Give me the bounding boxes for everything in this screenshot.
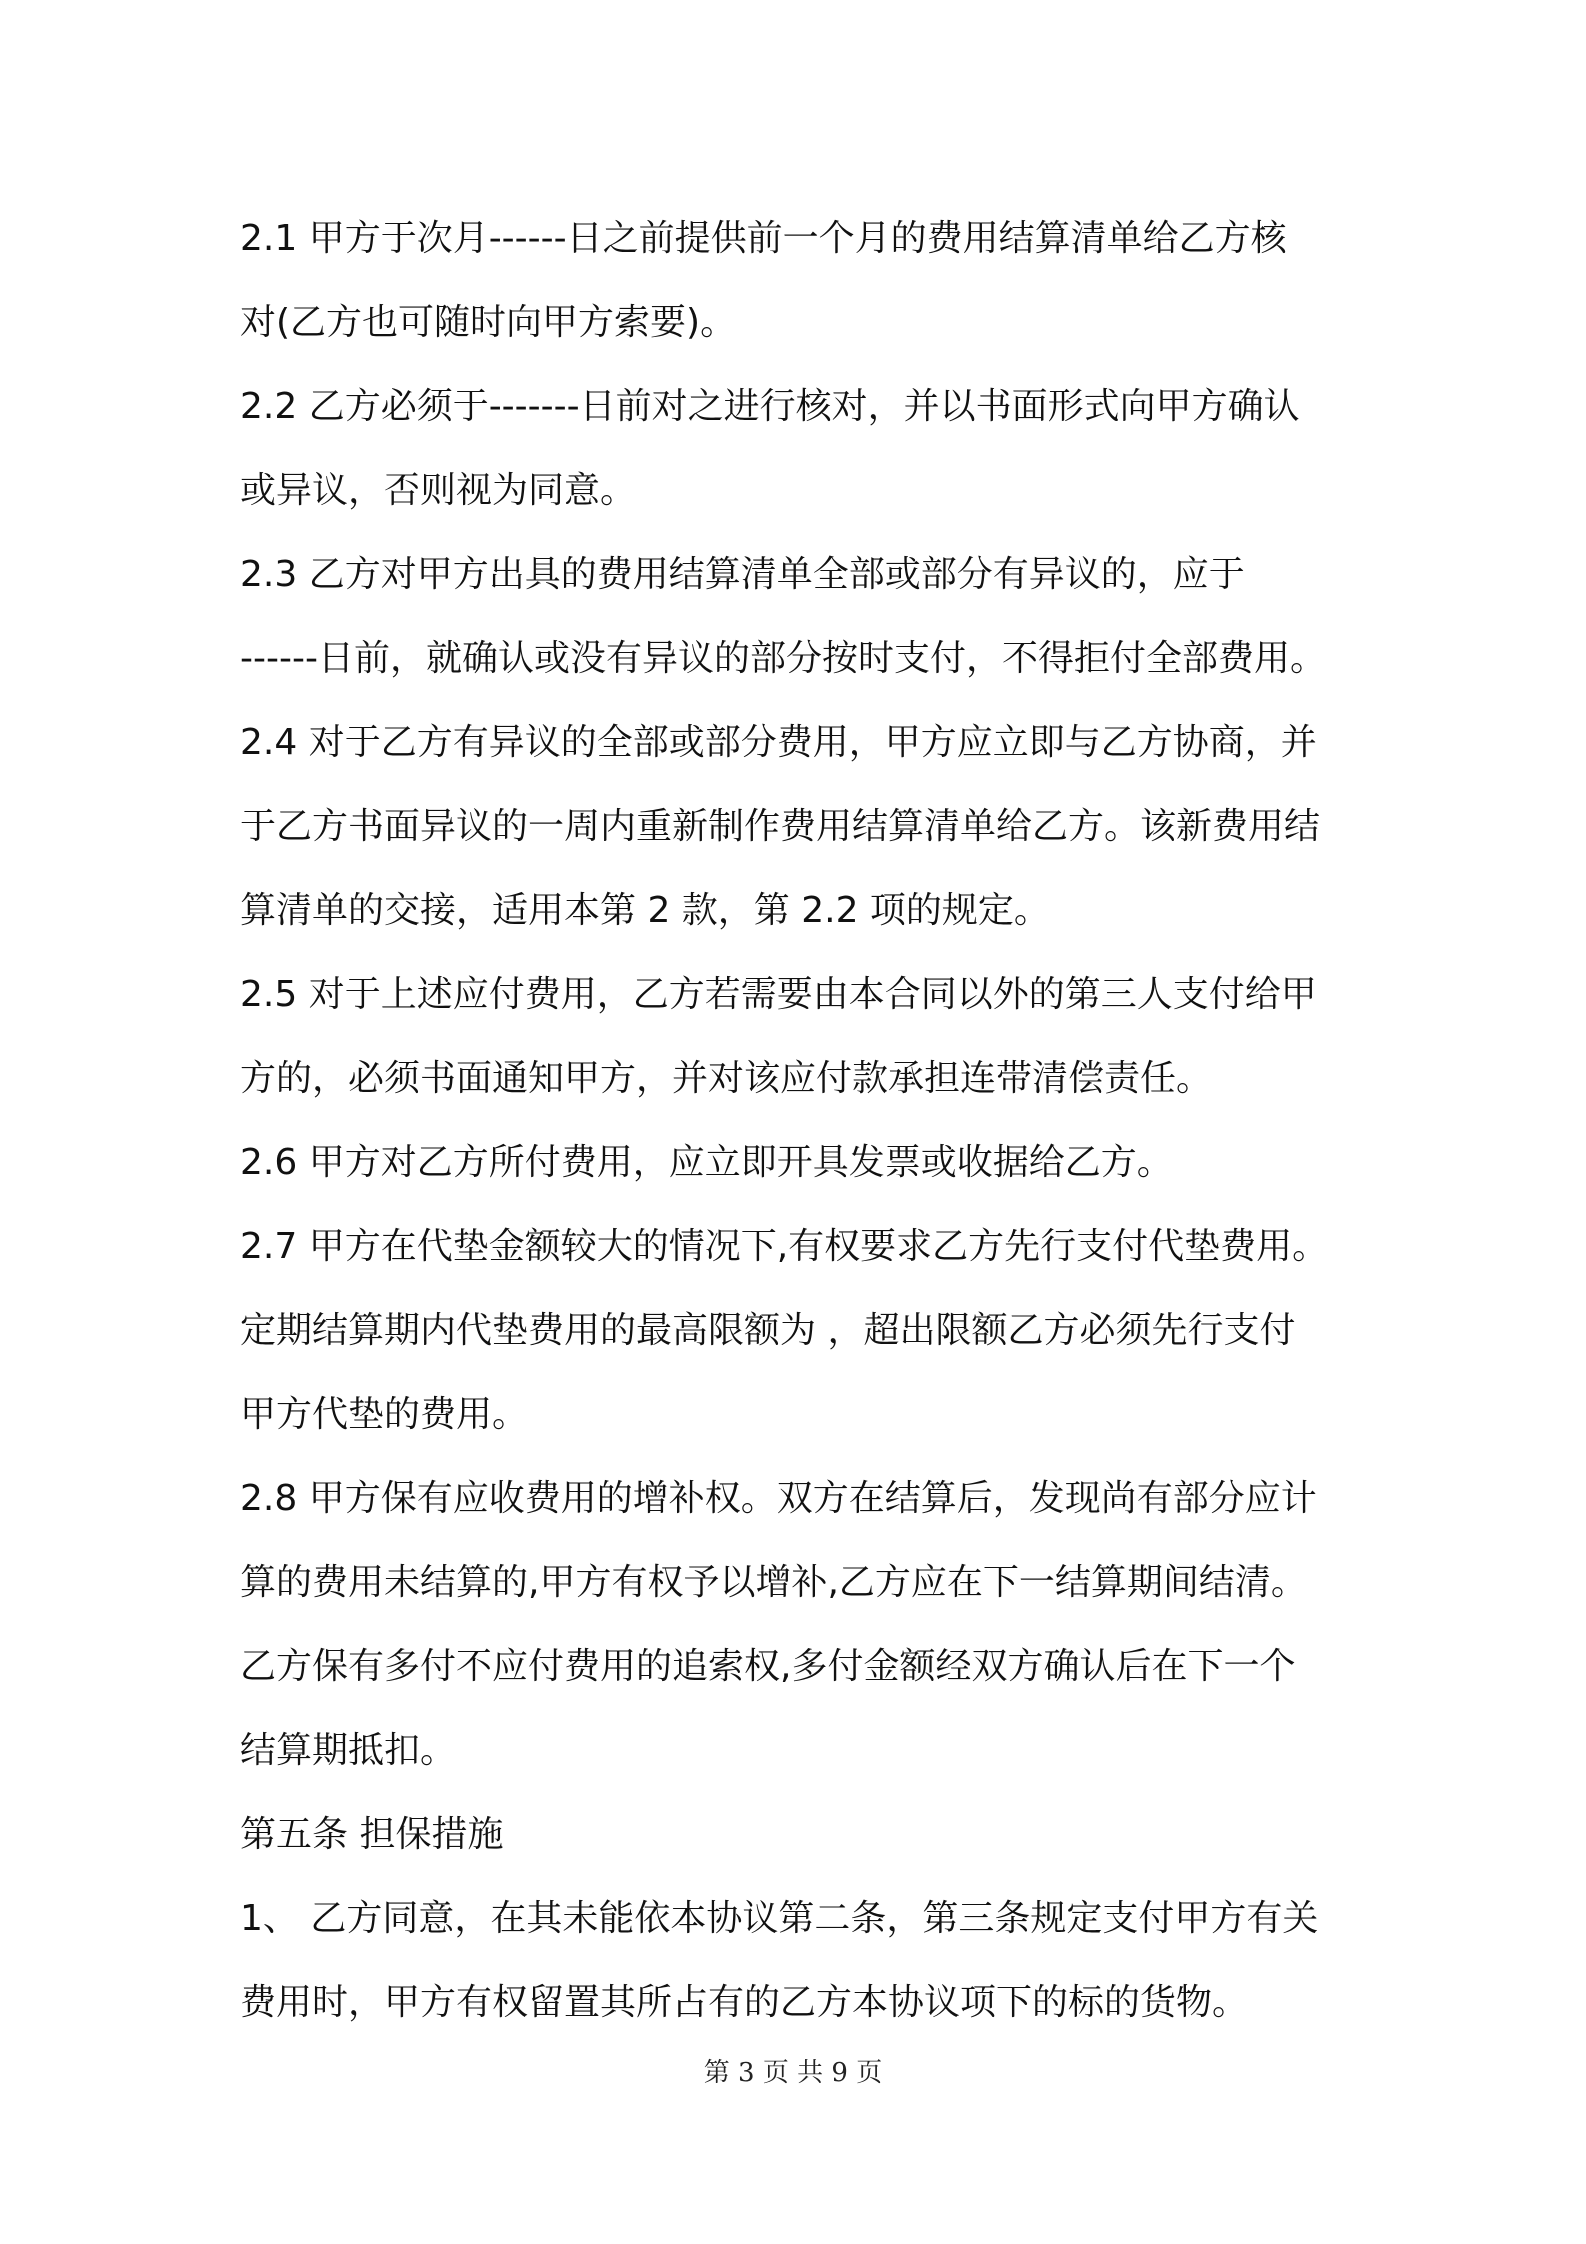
text-line: 乙方保有多付不应付费用的追索权,多付金额经双方确认后在下一个	[240, 1646, 1296, 1687]
text-line: 结算期抵扣。	[240, 1730, 457, 1771]
text-line: 2.1 甲方于次月------日之前提供前一个月的费用结算清单给乙方核	[240, 218, 1287, 259]
text-line: 算清单的交接，适用本第 2 款，第 2.2 项的规定。	[240, 890, 1050, 931]
text-line: 2.7 甲方在代垫金额较大的情况下,有权要求乙方先行支付代垫费用。	[240, 1226, 1329, 1267]
text-line: 甲方代垫的费用。	[240, 1394, 529, 1435]
page-number-footer: 第 3 页 共 9 页	[703, 2058, 883, 2088]
text-line: 或异议，否则视为同意。	[240, 470, 637, 511]
text-line: 算的费用未结算的,甲方有权予以增补,乙方应在下一结算期间结清。	[240, 1562, 1307, 1603]
text-line: 2.8 甲方保有应收费用的增补权。双方在结算后，发现尚有部分应计	[240, 1478, 1317, 1519]
text-line: 对(乙方也可随时向甲方索要)。	[240, 302, 737, 343]
text-line: 2.2 乙方必须于-------日前对之进行核对，并以书面形式向甲方确认	[240, 386, 1300, 427]
document-body	[240, 197, 1360, 2045]
section-heading: 第五条 担保措施	[240, 1814, 504, 1855]
text-line: 方的，必须书面通知甲方，并对该应付款承担连带清偿责任。	[240, 1058, 1213, 1099]
text-line: 2.6 甲方对乙方所付费用，应立即开具发票或收据给乙方。	[240, 1142, 1173, 1183]
text-line: ------日前，就确认或没有异议的部分按时支付，不得拒付全部费用。	[240, 638, 1326, 679]
text-line: 定期结算期内代垫费用的最高限额为 ，超出限额乙方必须先行支付	[240, 1310, 1296, 1351]
text-line: 1、 乙方同意，在其未能依本协议第二条，第三条规定支付甲方有关	[240, 1898, 1319, 1939]
text-line: 2.3 乙方对甲方出具的费用结算清单全部或部分有异议的，应于	[240, 554, 1245, 595]
text-line: 2.4 对于乙方有异议的全部或部分费用，甲方应立即与乙方协商，并	[240, 722, 1317, 763]
text-line: 费用时，甲方有权留置其所占有的乙方本协议项下的标的货物。	[240, 1982, 1249, 2023]
text-line: 2.5 对于上述应付费用，乙方若需要由本合同以外的第三人支付给甲	[240, 974, 1317, 1015]
text-line: 于乙方书面异议的一周内重新制作费用结算清单给乙方。该新费用结	[240, 806, 1321, 847]
